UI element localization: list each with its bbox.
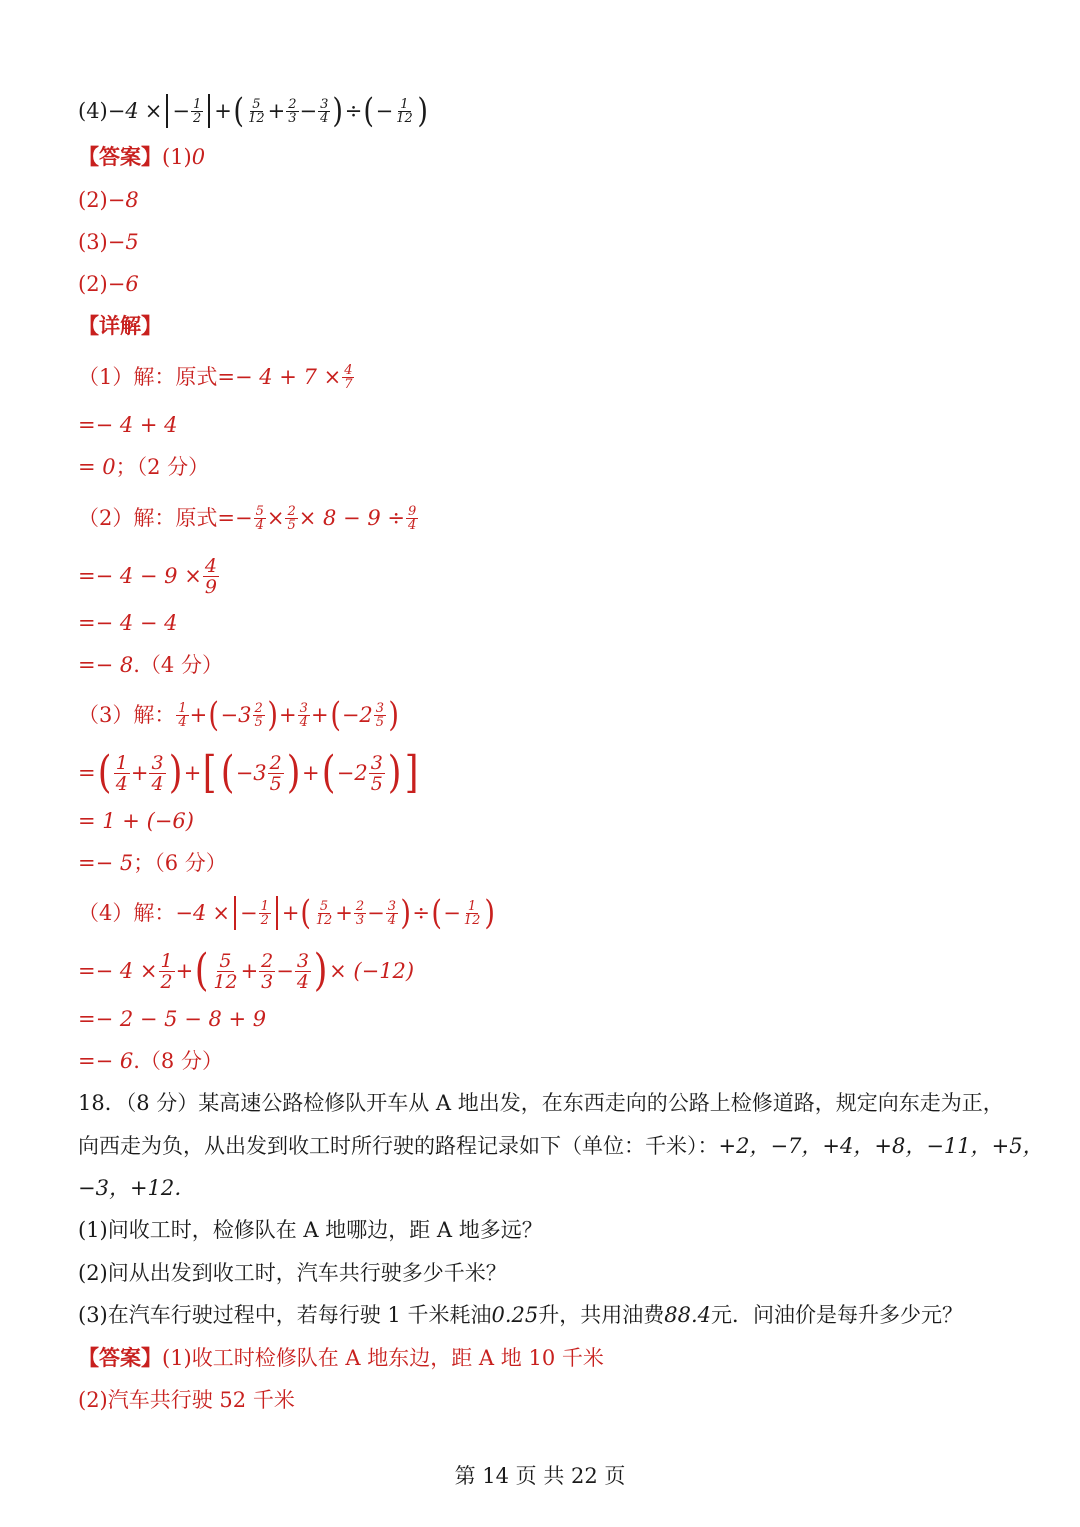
paren-close: ): [387, 747, 402, 798]
fraction: $\frac{1}{2}$: [192, 96, 202, 126]
fraction: $\frac{1}{2}$: [260, 898, 269, 928]
fraction: $\frac{3}{5}$: [375, 700, 385, 730]
fraction: $\frac{2}{3}$: [355, 898, 365, 928]
expr: =− 4 + 4: [78, 413, 178, 437]
answer-label: (2): [78, 188, 108, 212]
fraction: $\frac{5}{12}$: [248, 96, 265, 126]
paren-close: ): [267, 695, 278, 735]
abs-bar: [234, 896, 236, 930]
q18-part-3: [78, 1301, 963, 1329]
term: −4: [107, 99, 139, 123]
plus-sign: +: [267, 99, 286, 123]
answer-value: 0: [191, 145, 206, 169]
expr: − 4 + 7 ×: [234, 365, 342, 389]
score-note: ；（6 分）: [133, 851, 227, 875]
number: 88.4: [664, 1303, 711, 1327]
whole-part: −3: [220, 703, 252, 727]
fraction: $\frac{5}{12}$: [315, 898, 333, 928]
detail-4-line-4: [78, 1047, 223, 1075]
abs-bar: [166, 94, 168, 128]
whole-part: −3: [235, 761, 267, 785]
fraction: $\frac{5}{12}$: [213, 949, 238, 993]
fraction: $\frac{3}{4}$: [151, 751, 164, 795]
detail-4-line-2: =− 4 × $\frac{1}{2}$ + ( $\frac{5}{12}$ + $\frac{2}{3}$ − $\frac{3}{4}$ ) × (−12): [78, 945, 415, 996]
paren-close: ): [286, 747, 301, 798]
fraction: $\frac{2}{5}$: [269, 751, 282, 795]
paren-close: ): [484, 893, 496, 933]
detail-2-line-1: （2）解：原式= − $\frac{5}{4}$ × $\frac{2}{5}$ × 8 − 9 ÷ $\frac{9}{4}$: [78, 503, 417, 533]
minus-sign: −: [299, 99, 318, 123]
q18-answer-2: [78, 1386, 295, 1414]
paren-close: ): [168, 747, 183, 798]
number: 0.25: [491, 1303, 539, 1327]
divide-sign: ÷: [344, 99, 363, 123]
fraction: $\frac{2}{3}$: [288, 96, 297, 126]
fraction: $\frac{1}{2}$: [160, 949, 173, 993]
fraction: $\frac{4}{9}$: [204, 554, 217, 598]
step-head: （1）解：原式=: [78, 365, 235, 389]
paren-open: (: [321, 747, 336, 798]
times-sign: ×: [144, 99, 163, 123]
question-part: 升，共用油费: [538, 1303, 665, 1327]
answer-tag: 【答案】: [78, 1345, 162, 1370]
answer-line-4: [78, 270, 139, 298]
minus-sign: −: [172, 99, 190, 123]
plus-sign: +: [214, 99, 232, 123]
step-head: （3）解：: [78, 703, 176, 727]
page-footer: 第 14 页 共 22 页: [454, 1464, 626, 1488]
fraction: $\frac{3}{5}$: [370, 751, 383, 795]
q18-line-1: [78, 1089, 1004, 1117]
detail-1-line-1: [78, 360, 355, 394]
fraction: $\frac{4}{7}$: [344, 362, 353, 392]
expr: × (−12): [329, 959, 415, 983]
minus-sign: −: [239, 901, 258, 925]
expr: =− 5: [78, 851, 134, 875]
fraction: $\frac{5}{4}$: [255, 503, 264, 533]
fraction: $\frac{9}{4}$: [407, 503, 417, 533]
abs-bar: [276, 896, 278, 930]
fraction: $\frac{3}{4}$: [296, 949, 309, 993]
q18-part-1: [78, 1216, 543, 1244]
question-text: 向西走为负，从出发到收工时所行驶的路程记录如下（单位：千米）：: [78, 1134, 719, 1158]
detail-1-line-3: [78, 453, 209, 481]
answer-line-3: [78, 228, 139, 256]
expr: × 8 − 9 ÷: [298, 506, 405, 530]
paren-open: (: [220, 747, 234, 798]
fraction: $\frac{3}{4}$: [299, 700, 308, 730]
question-part: (3)在汽车行驶过程中，若每行驶 1 千米耗油: [78, 1303, 492, 1327]
question-part: 元．问油价是每升多少元？: [711, 1303, 963, 1327]
fraction: $\frac{3}{4}$: [320, 96, 329, 126]
detail-3-line-3: [78, 807, 194, 835]
fraction: $\frac{2}{5}$: [254, 700, 263, 730]
distance-records: −3，+12．: [78, 1176, 196, 1200]
detail-2-line-2: [78, 554, 220, 598]
whole-part: −2: [341, 703, 373, 727]
paren-close: ): [313, 945, 328, 996]
fraction: $\frac{1}{12}$: [396, 96, 413, 126]
expr: =− 6: [78, 1049, 134, 1073]
answer-label: (1): [162, 145, 192, 169]
paren-open: (: [363, 91, 375, 131]
detail-tag: [78, 312, 162, 340]
problem-17-4: [78, 91, 429, 131]
q18-answer-1: [78, 1344, 604, 1372]
detail-label: 【详解】: [78, 313, 162, 338]
answer-line-1: [78, 143, 205, 171]
expr: =− 4 − 4: [78, 611, 178, 635]
q18-part-2: [78, 1259, 507, 1287]
expr: =− 4 − 9 ×: [78, 564, 202, 588]
step-head: （2）解：原式=: [78, 506, 235, 530]
paren-open: (: [300, 893, 312, 933]
score-note: .（8 分）: [133, 1049, 223, 1073]
fraction: $\frac{1}{12}$: [463, 898, 481, 928]
fraction: $\frac{1}{4}$: [178, 700, 187, 730]
fraction: $\frac{3}{4}$: [387, 898, 397, 928]
q18-line-2: [78, 1132, 1044, 1160]
answer-value: −6: [107, 272, 139, 296]
whole-part: −2: [336, 761, 368, 785]
expr: = 0: [78, 455, 116, 479]
detail-4-line-1: （4）解： −4 × − $\frac{1}{2}$ + ( $\frac{5}{12}$ + $\frac{2}{3}$ − $\frac{3}{4}$ ) ÷ ( − $\frac{1}{12}$ ): [78, 893, 496, 933]
expr: = 1 + (−6): [78, 809, 194, 833]
times-sign: ×: [212, 901, 230, 925]
answer-label: (3): [78, 230, 108, 254]
fraction: $\frac{2}{5}$: [287, 503, 296, 533]
question-part: (2)问从出发到收工时，汽车共行驶多少千米？: [78, 1261, 507, 1285]
bracket-open: [: [203, 747, 217, 798]
paren-open: (: [208, 695, 220, 735]
answer-tag: 【答案】: [78, 144, 162, 169]
expr: =− 2 − 5 − 8 + 9: [78, 1007, 267, 1031]
detail-3-line-4: [78, 849, 227, 877]
answer-value: −5: [107, 230, 139, 254]
fraction: $\frac{1}{4}$: [115, 751, 128, 795]
question-text: 18．（8 分）某高速公路检修队开车从 A 地出发，在东西走向的公路上检修道路，规定向东走为正，: [78, 1091, 1004, 1115]
expr: =− 4 ×: [78, 959, 158, 983]
paren-close: ): [400, 893, 411, 933]
term: −4: [175, 901, 207, 925]
detail-3-line-2: = ( $\frac{1}{4}$ + $\frac{3}{4}$ ) + [ ( −3 $\frac{2}{5}$ ) + ( −2 $\frac{3}{5}$ ) ]: [78, 747, 419, 798]
question-part: (1)问收工时，检修队在 A 地哪边，距 A 地多远？: [78, 1218, 543, 1242]
paren-close: ): [332, 91, 344, 131]
paren-open: (: [431, 893, 442, 933]
detail-4-line-3: [78, 1005, 266, 1033]
paren-open: (: [194, 945, 209, 996]
answer-value: −8: [107, 188, 139, 212]
problem-label: (4): [78, 99, 108, 123]
score-note: .（4 分）: [133, 653, 223, 677]
distance-records: +2，−7，+4，+8，−11，+5，: [718, 1134, 1044, 1158]
paren-open: (: [97, 747, 112, 798]
paren-close: ): [388, 695, 400, 735]
expr: =− 8: [78, 653, 134, 677]
minus-sign: −: [375, 99, 394, 123]
score-note: ；（2 分）: [115, 455, 210, 479]
paren-open: (: [329, 695, 341, 735]
step-head: （4）解：: [78, 901, 176, 925]
paren-close: ): [417, 91, 428, 131]
fraction: $\frac{2}{3}$: [261, 949, 274, 993]
detail-2-line-4: [78, 651, 223, 679]
detail-1-line-2: [78, 411, 178, 439]
detail-3-line-1: （3）解： $\frac{1}{4}$ + ( −3 $\frac{2}{5}$ ) + $\frac{3}{4}$ + ( −2 $\frac{3}{5}$ ): [78, 695, 400, 735]
answer-text: (1)收工时检修队在 A 地东边，距 A 地 10 千米: [162, 1346, 604, 1370]
bracket-close: ]: [404, 747, 419, 798]
q18-line-3: [78, 1174, 195, 1202]
expr: −: [234, 506, 253, 530]
answer-text: (2)汽车共行驶 52 千米: [78, 1388, 295, 1412]
abs-bar: [208, 94, 210, 128]
answer-line-2: [78, 186, 139, 214]
detail-2-line-3: [78, 609, 178, 637]
paren-open: (: [233, 91, 244, 131]
answer-label: (2): [78, 272, 108, 296]
